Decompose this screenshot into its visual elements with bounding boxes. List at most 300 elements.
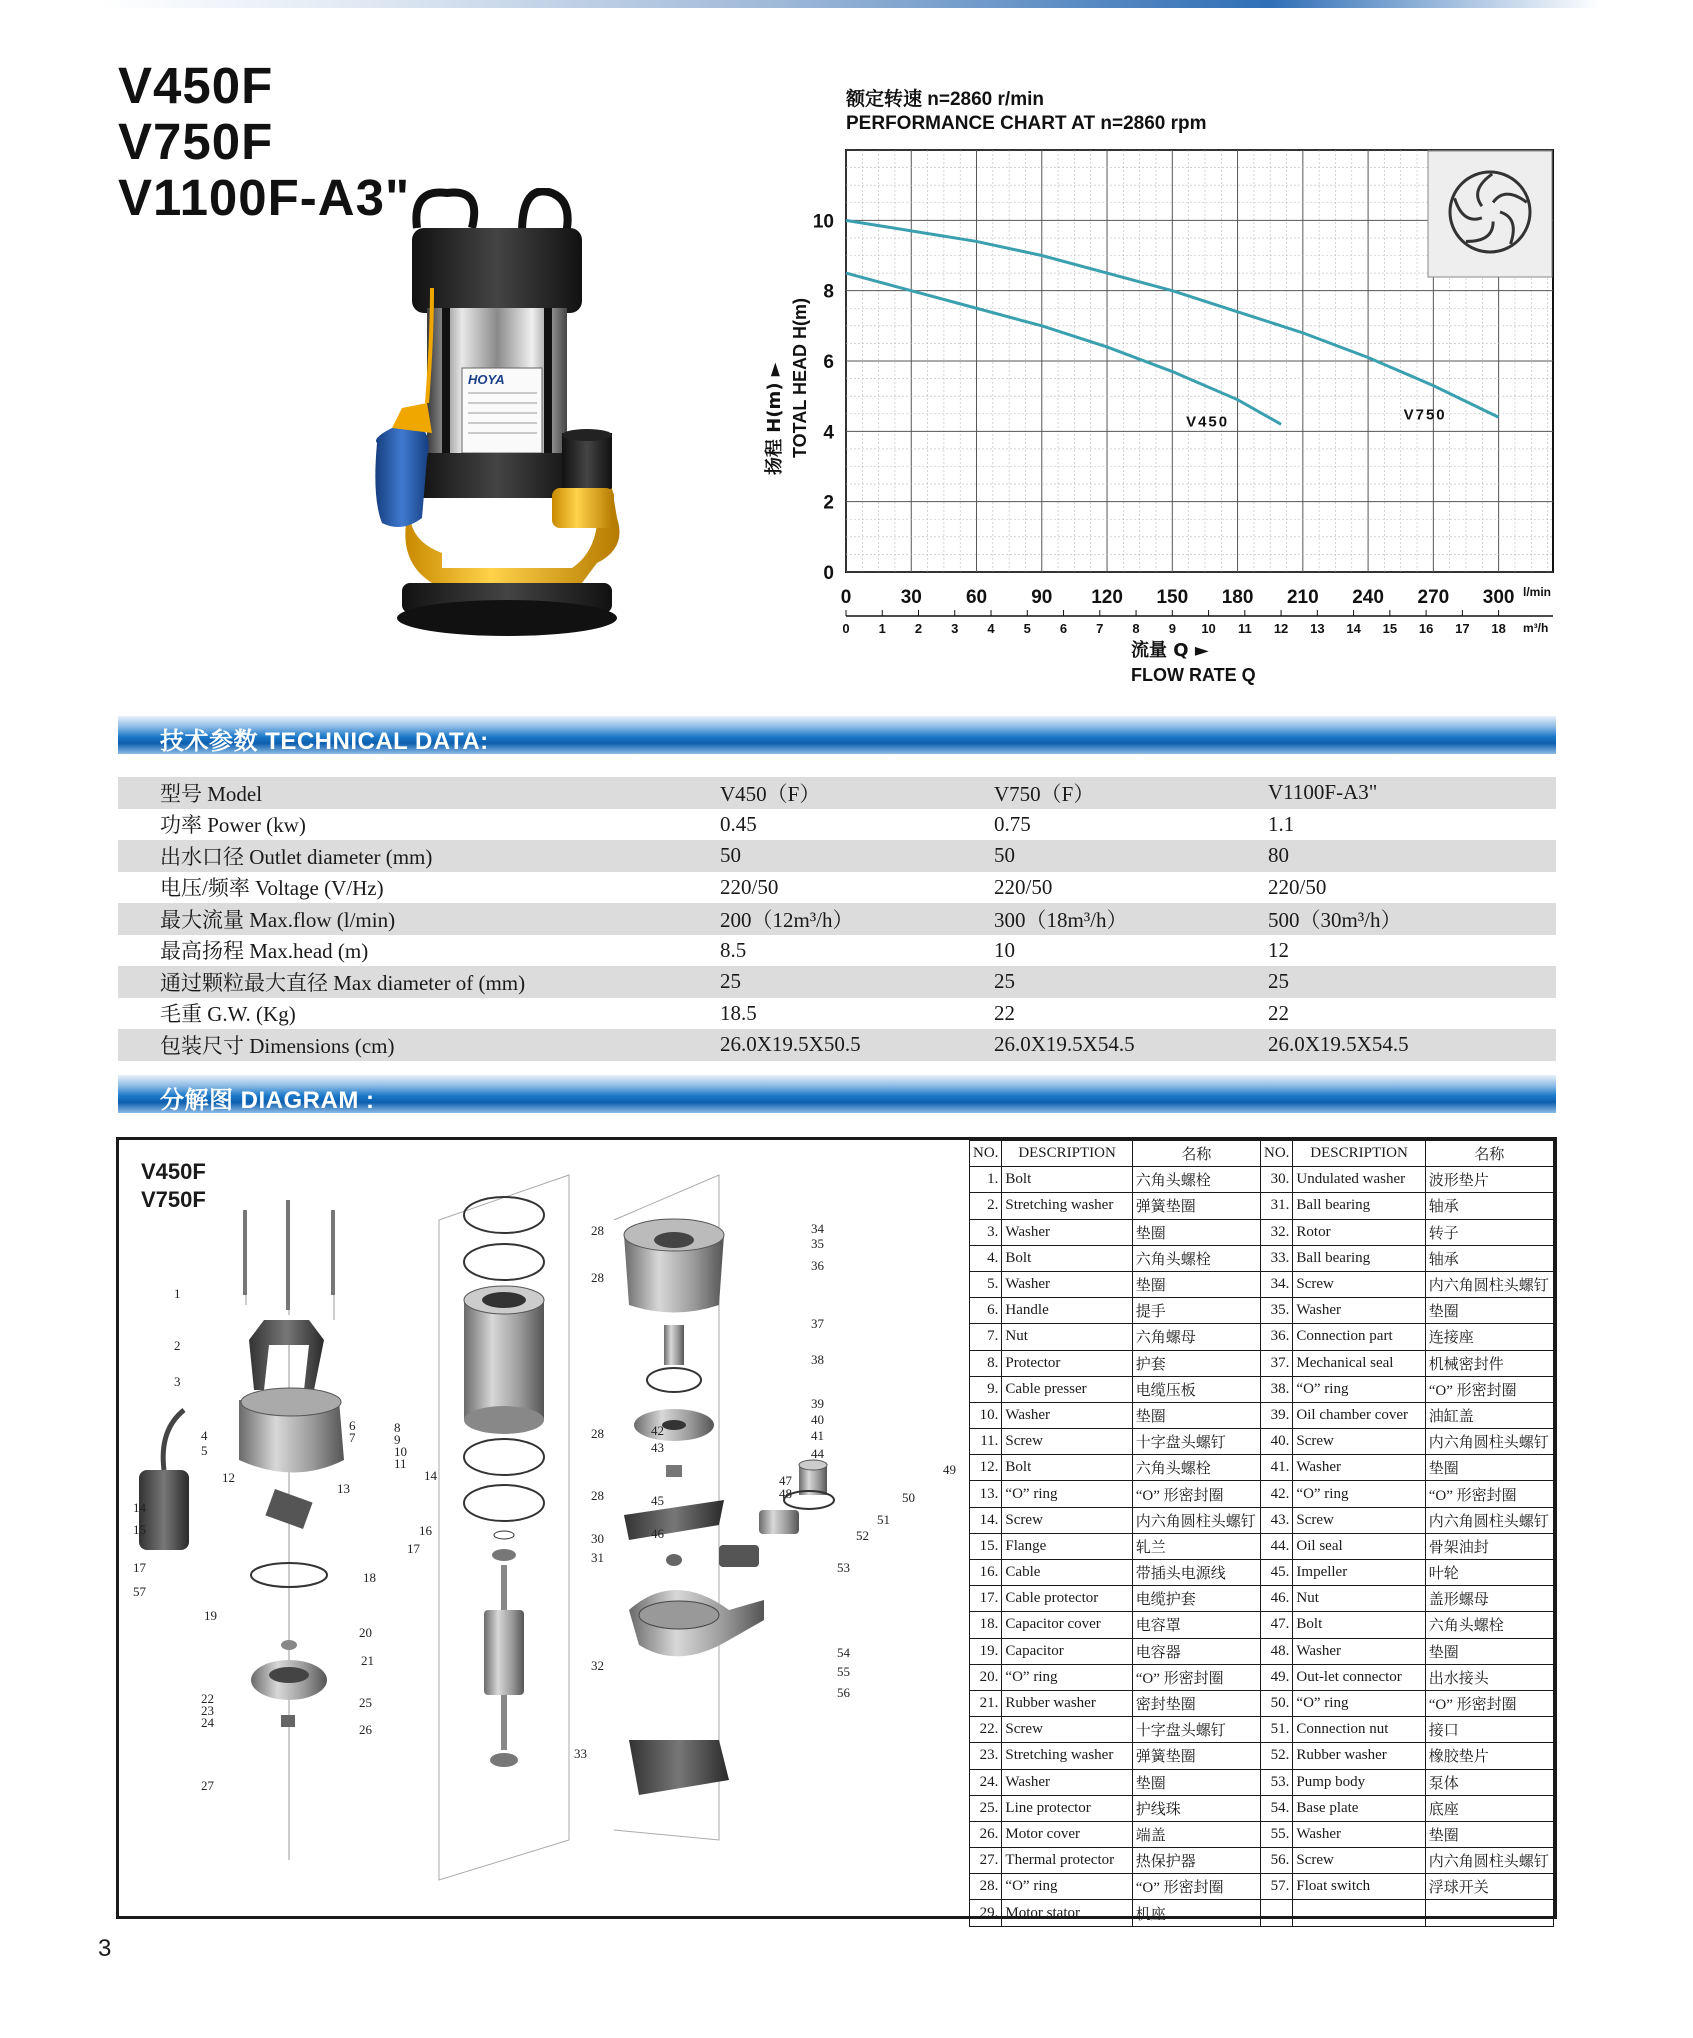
- table-cell: Washer: [1293, 1455, 1425, 1481]
- table-cell: 骨架油封: [1425, 1533, 1553, 1559]
- table-row: [970, 1769, 1554, 1795]
- table-cell: 端盖: [1132, 1821, 1260, 1847]
- table-cell: Capacitor: [1002, 1638, 1132, 1664]
- table-cell: 26.0X19.5X50.5: [720, 1029, 994, 1061]
- table-cell: [1260, 1900, 1292, 1926]
- header-no: NO.: [970, 1141, 1002, 1167]
- y-axis-label: TOTAL HEAD H(m): [790, 298, 810, 458]
- table-cell: 护套: [1132, 1350, 1260, 1376]
- diagram-title: 分解图 DIAGRAM :: [160, 1087, 375, 1114]
- x-tick-label: 90: [1031, 587, 1053, 608]
- table-cell: 十字盘头螺钉: [1132, 1429, 1260, 1455]
- table-cell: “O” 形密封圈: [1132, 1874, 1260, 1900]
- callout-number: 43: [651, 1440, 664, 1455]
- tech-data-table: [118, 777, 1556, 1061]
- table-cell: Out-let connector: [1293, 1664, 1425, 1690]
- callout-number: 31: [591, 1550, 604, 1565]
- table-cell: “O” ring: [1293, 1481, 1425, 1507]
- callout-number: 11: [394, 1456, 407, 1471]
- callout-number: 51: [877, 1512, 890, 1527]
- callout-number: 35: [811, 1236, 824, 1251]
- table-cell: 电压/频率 Voltage (V/Hz): [160, 876, 384, 901]
- callout-number: 40: [811, 1412, 824, 1427]
- table-cell: Cable protector: [1002, 1586, 1132, 1612]
- callout-number: 16: [419, 1523, 432, 1538]
- table-cell: 26.: [970, 1821, 1002, 1847]
- table-cell: “O” 形密封圈: [1425, 1481, 1553, 1507]
- table-row: [118, 998, 1556, 1030]
- x-axis-unit: l/min: [1523, 585, 1552, 599]
- x-tick-label: 60: [965, 587, 988, 608]
- table-cell: 33.: [1260, 1245, 1292, 1271]
- table-cell: 包装尺寸 Dimensions (cm): [118, 1029, 720, 1061]
- impeller-inset: [1428, 151, 1552, 277]
- table-cell: 型号 Model: [118, 777, 720, 809]
- table-cell: Connection nut: [1293, 1717, 1425, 1743]
- table-cell: 17.: [970, 1586, 1002, 1612]
- table-cell: Stretching washer: [1002, 1743, 1132, 1769]
- chart-header: [846, 88, 1207, 136]
- model-name: V750F: [118, 113, 274, 170]
- callout-number: 12: [222, 1470, 235, 1485]
- tech-data-title: 技术参数 TECHNICAL DATA:: [160, 728, 489, 755]
- table-cell: 12: [1268, 937, 1289, 962]
- table-cell: 25: [1268, 966, 1556, 998]
- table-cell: Oil chamber cover: [1293, 1402, 1425, 1428]
- table-cell: 毛重 G.W. (Kg): [160, 1002, 296, 1027]
- table-cell: 22.: [970, 1717, 1002, 1743]
- table-cell: Screw: [1293, 1507, 1425, 1533]
- table-row: [970, 1481, 1554, 1507]
- callout-number: 39: [811, 1396, 824, 1411]
- callout-number: 6: [349, 1418, 356, 1433]
- callout-number: 28: [591, 1223, 604, 1238]
- table-cell: 垫圈: [1425, 1821, 1553, 1847]
- callout-number: 9: [394, 1432, 401, 1447]
- y-tick-label: 2: [823, 492, 834, 514]
- header-description: DESCRIPTION: [1002, 1141, 1132, 1167]
- callout-number: 8: [394, 1420, 401, 1435]
- table-cell: Washer: [1002, 1271, 1132, 1297]
- table-cell: 15.: [970, 1533, 1002, 1559]
- x2-tick-label: 17: [1455, 621, 1470, 636]
- table-row: [970, 1664, 1554, 1690]
- table-cell: 接口: [1425, 1717, 1553, 1743]
- table-cell: 54.: [1260, 1795, 1292, 1821]
- table-cell: 垫圈: [1132, 1271, 1260, 1297]
- table-cell: 47.: [1260, 1612, 1292, 1638]
- table-cell: 弹簧垫圈: [1132, 1743, 1260, 1769]
- table-cell: 19.: [970, 1638, 1002, 1664]
- table-row: [118, 903, 1556, 935]
- callout-number: 3: [174, 1374, 181, 1389]
- callout-number: 28: [591, 1270, 604, 1285]
- table-cell: 28.: [970, 1874, 1002, 1900]
- table-cell: Float switch: [1293, 1874, 1425, 1900]
- table-row: [118, 966, 1556, 998]
- x-tick-label: 210: [1286, 587, 1319, 608]
- table-cell: Thermal protector: [1002, 1848, 1132, 1874]
- tech-data-band: [118, 716, 1556, 754]
- x2-tick-label: 13: [1310, 621, 1325, 636]
- callout-number: 13: [337, 1481, 350, 1496]
- header-name-cn: 名称: [1425, 1141, 1553, 1167]
- table-header-row: [970, 1141, 1554, 1167]
- table-cell: 53.: [1260, 1769, 1292, 1795]
- table-cell: Pump body: [1293, 1769, 1425, 1795]
- callout-number: 33: [574, 1746, 587, 1761]
- table-cell: 内六角圆柱头螺钉: [1132, 1507, 1260, 1533]
- callout-number: 21: [361, 1653, 374, 1668]
- table-cell: 密封垫圈: [1132, 1690, 1260, 1716]
- callout-number: 19: [204, 1608, 217, 1623]
- x2-tick-label: 16: [1418, 621, 1434, 636]
- callout-number: 14: [133, 1500, 146, 1515]
- table-row: [970, 1690, 1554, 1716]
- table-row: [970, 1245, 1554, 1271]
- table-cell: 52.: [1260, 1743, 1292, 1769]
- header-no: NO.: [1260, 1141, 1292, 1167]
- table-cell: 220/50: [720, 874, 779, 899]
- table-cell: 20.: [970, 1664, 1002, 1690]
- table-row: [118, 809, 1556, 841]
- header-description: DESCRIPTION: [1293, 1141, 1425, 1167]
- table-cell: 机械密封件: [1425, 1350, 1553, 1376]
- table-row: [970, 1219, 1554, 1245]
- table-cell: Stretching washer: [1002, 1193, 1132, 1219]
- table-cell: 35.: [1260, 1298, 1292, 1324]
- table-cell: Cable: [1002, 1560, 1132, 1586]
- table-row: [970, 1821, 1554, 1847]
- table-cell: 43.: [1260, 1507, 1292, 1533]
- callout-number: 44: [811, 1446, 824, 1461]
- table-cell: 六角头螺栓: [1132, 1245, 1260, 1271]
- series-label-v450: V450: [1186, 413, 1230, 431]
- callout-number: 45: [651, 1493, 664, 1508]
- table-row: [118, 777, 1556, 809]
- table-cell: 46.: [1260, 1586, 1292, 1612]
- callout-number: 22: [201, 1691, 214, 1706]
- table-cell: 42.: [1260, 1481, 1292, 1507]
- y-tick-label: 10: [812, 211, 834, 233]
- table-cell: 4.: [970, 1245, 1002, 1271]
- table-cell: 连接座: [1425, 1324, 1553, 1350]
- table-cell: 22: [994, 1000, 1015, 1025]
- table-cell: 9.: [970, 1376, 1002, 1402]
- table-cell: V750（F）: [994, 777, 1268, 809]
- callout-number: 56: [837, 1685, 850, 1700]
- table-cell: Screw: [1293, 1848, 1425, 1874]
- table-cell: 30.: [1260, 1167, 1292, 1193]
- table-row: [970, 1874, 1554, 1900]
- callout-number: 55: [837, 1664, 850, 1679]
- x-tick-label: 30: [900, 587, 922, 608]
- table-cell: 弹簧垫圈: [1132, 1193, 1260, 1219]
- x2-tick-label: 6: [1059, 621, 1068, 636]
- table-cell: 50: [994, 840, 1268, 872]
- table-cell: 电容罩: [1132, 1612, 1260, 1638]
- table-cell: Washer: [1293, 1298, 1425, 1324]
- x2-tick-label: 10: [1201, 621, 1216, 636]
- table-cell: 0.45: [720, 811, 757, 836]
- table-cell: 45.: [1260, 1560, 1292, 1586]
- table-cell: 六角头螺栓: [1132, 1167, 1260, 1193]
- table-row: [118, 840, 1556, 872]
- table-cell: [1425, 1900, 1553, 1926]
- callout-number: 36: [811, 1258, 824, 1273]
- table-cell: 内六角圆柱头螺钉: [1425, 1271, 1553, 1297]
- table-cell: 12.: [970, 1455, 1002, 1481]
- y-tick-label: 0: [823, 563, 834, 584]
- table-row: [970, 1507, 1554, 1533]
- chart-speed-cn: 额定转速 n=2860 r/min: [846, 89, 1044, 110]
- x-tick-label: 120: [1091, 587, 1123, 608]
- model-name: V750F: [141, 1187, 206, 1212]
- table-cell: Rotor: [1293, 1219, 1425, 1245]
- table-cell: 8.5: [720, 937, 747, 962]
- table-cell: 14.: [970, 1507, 1002, 1533]
- pump-photo: [372, 188, 652, 648]
- callout-number: 30: [591, 1531, 604, 1546]
- table-cell: 220/50: [994, 874, 1053, 899]
- table-row: [970, 1533, 1554, 1559]
- page-number: 3: [98, 1935, 112, 1962]
- table-cell: 200（12m³/h）: [720, 903, 994, 935]
- table-cell: 25: [994, 966, 1268, 998]
- series-label-v750: V750: [1403, 406, 1447, 424]
- callout-number: 18: [363, 1570, 376, 1585]
- table-cell: Screw: [1002, 1429, 1132, 1455]
- table-cell: Washer: [1002, 1219, 1132, 1245]
- table-row: [970, 1271, 1554, 1297]
- callout-number: 57: [133, 1584, 146, 1599]
- callout-number: 38: [811, 1352, 824, 1367]
- callout-number: 20: [359, 1625, 372, 1640]
- table-row: [970, 1743, 1554, 1769]
- table-cell: 波形垫片: [1425, 1167, 1553, 1193]
- table-cell: 六角头螺栓: [1132, 1455, 1260, 1481]
- table-cell: 7.: [970, 1324, 1002, 1350]
- brand-logo: HOYA: [468, 372, 505, 387]
- table-cell: 37.: [1260, 1350, 1292, 1376]
- table-cell: 18.5: [720, 1000, 757, 1025]
- table-cell: 10: [994, 937, 1015, 962]
- table-cell: “O” 形密封圈: [1425, 1376, 1553, 1402]
- table-row: [970, 1298, 1554, 1324]
- table-cell: 内六角圆柱头螺钉: [1425, 1429, 1553, 1455]
- table-cell: 36.: [1260, 1324, 1292, 1350]
- table-row: [970, 1795, 1554, 1821]
- table-cell: 内六角圆柱头螺钉: [1425, 1848, 1553, 1874]
- table-cell: Bolt: [1002, 1245, 1132, 1271]
- callout-number: 34: [811, 1221, 824, 1236]
- y-tick-label: 8: [823, 281, 834, 303]
- exploded-view-drawing: [119, 1140, 969, 1916]
- x2-axis-unit: m³/h: [1523, 621, 1549, 635]
- table-row: [970, 1560, 1554, 1586]
- table-cell: “O” ring: [1293, 1376, 1425, 1402]
- callout-number: 41: [811, 1428, 824, 1443]
- table-cell: 垫圈: [1425, 1455, 1553, 1481]
- table-cell: 带插头电源线: [1132, 1560, 1260, 1586]
- chart-title: PERFORMANCE CHART AT n=2860 rpm: [846, 113, 1207, 134]
- table-cell: Rubber washer: [1293, 1743, 1425, 1769]
- performance-chart: [750, 140, 1570, 700]
- table-cell: 44.: [1260, 1533, 1292, 1559]
- model-name: V450F: [141, 1159, 206, 1184]
- callout-number: 14: [424, 1468, 437, 1483]
- callout-number: 49: [943, 1462, 956, 1477]
- x2-tick-label: 18: [1491, 621, 1506, 636]
- callout-number: 28: [591, 1426, 604, 1441]
- table-cell: Impeller: [1293, 1560, 1425, 1586]
- table-cell: 500（30m³/h）: [1268, 903, 1556, 935]
- table-cell: 38.: [1260, 1376, 1292, 1402]
- table-row: [970, 1167, 1554, 1193]
- table-cell: 10.: [970, 1402, 1002, 1428]
- callout-number: 37: [811, 1316, 824, 1331]
- table-cell: Motor stator: [1002, 1900, 1132, 1926]
- x-tick-label: 180: [1221, 587, 1254, 608]
- callout-number: 28: [591, 1488, 604, 1503]
- table-cell: 23.: [970, 1743, 1002, 1769]
- table-cell: 盖形螺母: [1425, 1586, 1553, 1612]
- table-cell: 垫圈: [1425, 1638, 1553, 1664]
- table-cell: 11.: [970, 1429, 1002, 1455]
- table-cell: 50: [720, 840, 994, 872]
- x2-tick-label: 0: [842, 621, 850, 636]
- y-tick-label: 6: [823, 352, 834, 373]
- callout-number: 52: [856, 1528, 869, 1543]
- table-cell: 内六角圆柱头螺钉: [1425, 1507, 1553, 1533]
- table-row: [970, 1193, 1554, 1219]
- table-cell: 电容器: [1132, 1638, 1260, 1664]
- callout-number: 10: [394, 1444, 407, 1459]
- table-cell: 5.: [970, 1271, 1002, 1297]
- table-cell: “O” 形密封圈: [1132, 1481, 1260, 1507]
- table-cell: 护线珠: [1132, 1795, 1260, 1821]
- table-cell: Nut: [1002, 1324, 1132, 1350]
- table-row: [970, 1402, 1554, 1428]
- table-cell: 电缆护套: [1132, 1586, 1260, 1612]
- model-title: [118, 58, 410, 226]
- table-cell: 最高扬程 Max.head (m): [160, 939, 369, 964]
- table-cell: 机座: [1132, 1900, 1260, 1926]
- table-cell: 26.0X19.5X54.5: [994, 1029, 1268, 1061]
- table-row: [118, 872, 1556, 904]
- y-tick-label: 4: [823, 422, 834, 444]
- x2-tick-label: 12: [1273, 621, 1289, 636]
- table-cell: 垫圈: [1132, 1219, 1260, 1245]
- table-cell: Flange: [1002, 1533, 1132, 1559]
- callout-number: 53: [837, 1560, 850, 1575]
- y-axis-label-cn: 扬程 H(m) ►: [764, 362, 785, 475]
- table-cell: 25: [720, 966, 994, 998]
- x2-tick-label: 14: [1346, 621, 1361, 636]
- table-cell: 2.: [970, 1193, 1002, 1219]
- table-cell: 1.1: [1268, 811, 1295, 836]
- table-cell: Handle: [1002, 1298, 1132, 1324]
- table-cell: 叶轮: [1425, 1560, 1553, 1586]
- table-row: [118, 935, 1556, 967]
- x-tick-label: 270: [1417, 587, 1450, 608]
- table-cell: 垫圈: [1425, 1298, 1553, 1324]
- table-cell: 垫圈: [1132, 1402, 1260, 1428]
- table-cell: 轴承: [1425, 1245, 1553, 1271]
- table-cell: Washer: [1293, 1638, 1425, 1664]
- callout-number: 7: [349, 1430, 356, 1445]
- table-cell: 48.: [1260, 1638, 1292, 1664]
- x2-tick-label: 2: [914, 621, 923, 636]
- table-cell: 57.: [1260, 1874, 1292, 1900]
- callout-number: 50: [902, 1490, 915, 1505]
- callout-number: 32: [591, 1658, 604, 1673]
- table-cell: Cable presser: [1002, 1376, 1132, 1402]
- table-row: [970, 1429, 1554, 1455]
- table-cell: 十字盘头螺钉: [1132, 1717, 1260, 1743]
- model-name: V450F: [118, 57, 274, 114]
- table-cell: Ball bearing: [1293, 1193, 1425, 1219]
- table-cell: Rubber washer: [1002, 1690, 1132, 1716]
- x2-tick-label: 11: [1237, 621, 1252, 636]
- x-tick-label: 300: [1482, 587, 1515, 608]
- table-cell: 六角头螺栓: [1425, 1612, 1553, 1638]
- table-cell: 热保护器: [1132, 1848, 1260, 1874]
- table-cell: 垫圈: [1132, 1769, 1260, 1795]
- table-cell: “O” ring: [1002, 1874, 1132, 1900]
- callout-number: 4: [201, 1428, 208, 1443]
- callout-number: 2: [174, 1338, 181, 1353]
- table-row: [970, 1350, 1554, 1376]
- callout-number: 23: [201, 1703, 214, 1718]
- callout-number: 17: [407, 1541, 420, 1556]
- table-cell: 转子: [1425, 1219, 1553, 1245]
- x-axis-label-cn: 流量 Q ►: [1131, 640, 1209, 661]
- table-cell: Capacitor cover: [1002, 1612, 1132, 1638]
- table-cell: 39.: [1260, 1402, 1292, 1428]
- table-row: [118, 1029, 1556, 1061]
- table-cell: 轴承: [1425, 1193, 1553, 1219]
- table-cell: 40.: [1260, 1429, 1292, 1455]
- table-cell: 功率 Power (kw): [160, 813, 306, 838]
- table-cell: 出水接头: [1425, 1664, 1553, 1690]
- x2-tick-label: 9: [1168, 621, 1176, 636]
- table-cell: 25.: [970, 1795, 1002, 1821]
- table-cell: 0.75: [994, 811, 1031, 836]
- table-cell: 34.: [1260, 1271, 1292, 1297]
- x-tick-label: 150: [1156, 587, 1189, 608]
- table-cell: Screw: [1002, 1507, 1132, 1533]
- callout-number: 1: [174, 1286, 181, 1301]
- table-cell: Protector: [1002, 1350, 1132, 1376]
- x2-tick-label: 5: [1023, 621, 1031, 636]
- table-row: [970, 1324, 1554, 1350]
- model-name: V1100F-A3": [118, 169, 411, 226]
- table-cell: 提手: [1132, 1298, 1260, 1324]
- callout-number: 42: [651, 1423, 664, 1438]
- table-cell: Motor cover: [1002, 1821, 1132, 1847]
- table-cell: 3.: [970, 1219, 1002, 1245]
- table-cell: 220/50: [1268, 874, 1327, 899]
- table-cell: 56.: [1260, 1848, 1292, 1874]
- table-cell: 26.0X19.5X54.5: [1268, 1029, 1556, 1061]
- table-cell: 橡胶垫片: [1425, 1743, 1553, 1769]
- table-cell: 22: [1268, 1000, 1289, 1025]
- table-cell: Screw: [1293, 1271, 1425, 1297]
- table-cell: 出水口径 Outlet diameter (mm): [118, 840, 720, 872]
- table-cell: Nut: [1293, 1586, 1425, 1612]
- table-cell: 55.: [1260, 1821, 1292, 1847]
